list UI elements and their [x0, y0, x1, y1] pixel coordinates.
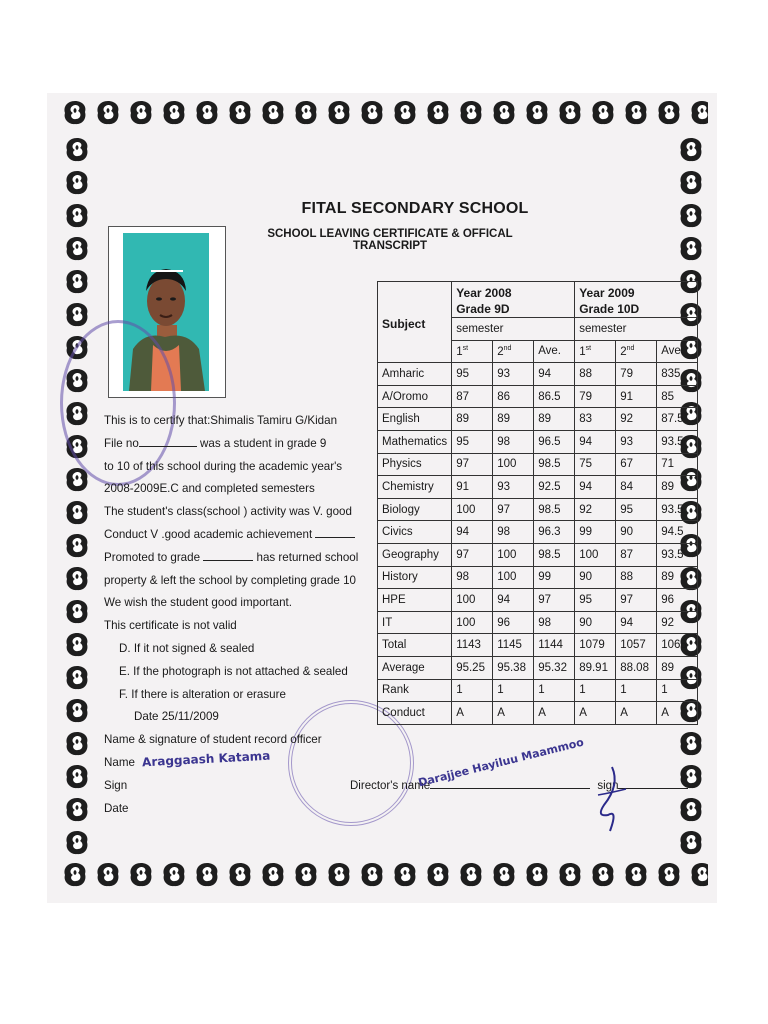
- rose-icon: [357, 98, 387, 128]
- rose-icon: [62, 201, 92, 231]
- grade-cell: 97: [493, 498, 534, 521]
- rose-icon: [159, 860, 189, 890]
- wish-line: We wish the student good important.: [104, 596, 292, 610]
- grade-cell: 98.5: [534, 543, 575, 566]
- grade-cell: 98.5: [534, 498, 575, 521]
- rose-icon: [676, 795, 706, 825]
- subject-cell: Total: [378, 634, 452, 657]
- grade-cell: 95.38: [493, 656, 534, 679]
- promoted-line: Promoted to grade has returned school: [104, 550, 359, 564]
- grade-cell: 96: [657, 589, 698, 612]
- grade-cell: 100: [452, 589, 493, 612]
- col-2nd-y1: 2nd: [493, 340, 534, 363]
- grade-cell: 100: [493, 543, 534, 566]
- subject-cell: Physics: [378, 453, 452, 476]
- grade-cell: 97: [534, 589, 575, 612]
- table-row: [378, 430, 698, 453]
- rose-icon: [62, 663, 92, 693]
- grade-cell: A: [452, 702, 493, 725]
- transcript-table: [377, 281, 698, 725]
- grade-cell: 86: [493, 385, 534, 408]
- rose-icon: [588, 860, 618, 890]
- rose-icon: [62, 597, 92, 627]
- grade-cell: 88: [616, 566, 657, 589]
- director-signature-line: [350, 780, 688, 792]
- grade-cell: 93: [616, 430, 657, 453]
- grade-cell: 94.5: [657, 521, 698, 544]
- rose-icon: [390, 860, 420, 890]
- rose-border-bottom: [60, 860, 708, 894]
- rose-icon: [62, 267, 92, 297]
- grade-cell: 75: [575, 453, 616, 476]
- grade-cell: 1068: [657, 634, 698, 657]
- grade-cell: 84: [616, 476, 657, 499]
- grade-cell: 1: [616, 679, 657, 702]
- rose-icon: [62, 630, 92, 660]
- grade-cell: 835: [657, 363, 698, 386]
- officer-date-line: Date: [104, 801, 129, 815]
- rose-icon: [390, 98, 420, 128]
- grade-cell: 89: [452, 408, 493, 431]
- grade-cell: 94: [616, 611, 657, 634]
- rose-icon: [192, 860, 222, 890]
- rose-icon: [258, 860, 288, 890]
- rose-icon: [621, 860, 651, 890]
- subject-cell: English: [378, 408, 452, 431]
- rose-icon: [522, 98, 552, 128]
- rose-icon: [456, 860, 486, 890]
- grade-cell: 98: [493, 430, 534, 453]
- table-row: [378, 476, 698, 499]
- rose-icon: [62, 564, 92, 594]
- subject-cell: Biology: [378, 498, 452, 521]
- grade-cell: 89: [493, 408, 534, 431]
- grade-cell: 1144: [534, 634, 575, 657]
- rose-icon: [291, 860, 321, 890]
- grade-cell: 97: [616, 589, 657, 612]
- col-1st-y1: 1st: [452, 340, 493, 363]
- grade-cell: 100: [575, 543, 616, 566]
- table-row: [378, 408, 698, 431]
- academic-year-line: 2008-2009E.C and completed semesters: [104, 482, 315, 496]
- rose-icon: [62, 828, 92, 855]
- rose-icon: [192, 98, 222, 128]
- grade-cell: 96.3: [534, 521, 575, 544]
- rose-icon: [423, 98, 453, 128]
- grade-cell: 92: [575, 498, 616, 521]
- record-officer-label: Name & signature of student record officer: [104, 733, 322, 747]
- grade-cell: A: [657, 702, 698, 725]
- grade-cell: 94: [452, 521, 493, 544]
- grade-cell: 95: [616, 498, 657, 521]
- rose-icon: [126, 98, 156, 128]
- grade-cell: 91: [616, 385, 657, 408]
- director-name-label: Director's name: [350, 780, 431, 792]
- rose-icon: [159, 98, 189, 128]
- subject-cell: Civics: [378, 521, 452, 544]
- table-header-row: [378, 282, 698, 318]
- table-row: [378, 363, 698, 386]
- grade-cell: 1057: [616, 634, 657, 657]
- grade-cell: 98: [534, 611, 575, 634]
- grade-cell: 90: [575, 611, 616, 634]
- rose-icon: [126, 860, 156, 890]
- grade-cell: 87.5: [657, 408, 698, 431]
- grade-cell: 93: [493, 476, 534, 499]
- grade-cell: 79: [575, 385, 616, 408]
- rose-icon: [62, 795, 92, 825]
- director-name-stamp: Darajjee Hayiluu Maammoo: [416, 735, 586, 790]
- table-row: [378, 702, 698, 725]
- property-line: property & left the school by completing grade 10: [104, 573, 356, 587]
- grade-cell: 93.5: [657, 430, 698, 453]
- grade-cell: 92.5: [534, 476, 575, 499]
- officer-sign-line: Sign: [104, 778, 128, 792]
- rose-icon: [654, 98, 684, 128]
- conduct-line: Conduct V .good academic achievement: [104, 524, 354, 547]
- grade-cell: 89: [657, 656, 698, 679]
- grade-cell: 90: [575, 566, 616, 589]
- subject-cell: Rank: [378, 679, 452, 702]
- document-title: SCHOOL LEAVING CERTIFICATE & OFFICAL TRANSCRIPT: [267, 228, 513, 252]
- grade-cell: 93.5: [657, 498, 698, 521]
- director-signature-icon: [590, 765, 630, 835]
- grade-cell: 100: [493, 566, 534, 589]
- year2-header: Year 2009 Grade 10D: [575, 282, 698, 318]
- grade-cell: 96.5: [534, 430, 575, 453]
- rose-icon: [225, 98, 255, 128]
- semester-label-2: semester: [575, 318, 698, 341]
- grade-cell: 87: [452, 385, 493, 408]
- grade-cell: 99: [575, 521, 616, 544]
- subject-cell: IT: [378, 611, 452, 634]
- grade-cell: 94: [575, 476, 616, 499]
- officer-name-signature: Araggaash Katama: [141, 748, 271, 770]
- grade-cell: 93.5: [657, 543, 698, 566]
- subject-cell: Chemistry: [378, 476, 452, 499]
- grade-cell: 71: [657, 453, 698, 476]
- table-row: [378, 679, 698, 702]
- grade-cell: 95: [575, 589, 616, 612]
- grade-cell: 1: [534, 679, 575, 702]
- file-no-line: File no was a student in grade 9: [104, 436, 327, 450]
- grade-cell: 1: [657, 679, 698, 702]
- table-row: [378, 453, 698, 476]
- grade-cell: 95: [452, 430, 493, 453]
- rose-icon: [676, 168, 706, 198]
- grade-cell: A: [575, 702, 616, 725]
- rose-icon: [225, 860, 255, 890]
- grade-cell: 88: [575, 363, 616, 386]
- rose-icon: [555, 98, 585, 128]
- grade-cell: 1143: [452, 634, 493, 657]
- grade-cell: 83: [575, 408, 616, 431]
- subject-cell: Mathematics: [378, 430, 452, 453]
- rose-icon: [62, 498, 92, 528]
- rose-icon: [93, 98, 123, 128]
- subject-cell: Geography: [378, 543, 452, 566]
- grade-cell: 1: [452, 679, 493, 702]
- grade-cell: 89: [657, 476, 698, 499]
- table-row: [378, 498, 698, 521]
- rose-icon: [258, 98, 288, 128]
- condition-alteration: F. If there is alteration or erasure: [119, 687, 286, 701]
- rose-icon: [522, 860, 552, 890]
- certify-line: This is to certify that:Shimalis Tamiru G/Kidan: [104, 414, 338, 427]
- school-name: FITAL SECONDARY SCHOOL: [301, 200, 529, 217]
- issue-date: Date 25/11/2009: [134, 710, 219, 724]
- grade-cell: 93: [493, 363, 534, 386]
- table-row: [378, 611, 698, 634]
- condition-photo: E. If the photograph is not attached & sealed: [119, 664, 348, 678]
- rose-icon: [62, 234, 92, 264]
- rose-icon: [62, 729, 92, 759]
- subject-header: Subject: [378, 282, 452, 363]
- grade-cell: 97: [452, 453, 493, 476]
- grade-cell: 1079: [575, 634, 616, 657]
- rose-icon: [324, 860, 354, 890]
- grade-cell: 98: [452, 566, 493, 589]
- grade-cell: 67: [616, 453, 657, 476]
- rose-icon: [489, 98, 519, 128]
- col-ave-y2: Ave.: [657, 340, 698, 363]
- grade-cell: 96: [493, 611, 534, 634]
- rose-icon: [676, 234, 706, 264]
- grade-cell: 98: [493, 521, 534, 544]
- rose-icon: [62, 168, 92, 198]
- rose-border-left: [62, 135, 96, 855]
- grade-cell: 100: [452, 498, 493, 521]
- grade-cell: 99: [534, 566, 575, 589]
- rose-icon: [93, 860, 123, 890]
- grade-cell: A: [534, 702, 575, 725]
- grade-cell: 89: [534, 408, 575, 431]
- rose-icon: [654, 860, 684, 890]
- rose-border-top: [60, 98, 708, 132]
- col-2nd-y2: 2nd: [616, 340, 657, 363]
- table-row: [378, 589, 698, 612]
- grade-cell: A: [493, 702, 534, 725]
- grade-cell: 94: [534, 363, 575, 386]
- grade-cell: 86.5: [534, 385, 575, 408]
- validity-line: This certificate is not valid: [104, 619, 237, 633]
- table-row: [378, 521, 698, 544]
- rose-icon: [687, 98, 708, 128]
- table-row: [378, 385, 698, 408]
- officer-name-line: Name: [104, 755, 135, 769]
- rose-icon: [60, 98, 90, 128]
- rose-icon: [62, 300, 92, 330]
- rose-icon: [621, 98, 651, 128]
- rose-icon: [60, 860, 90, 890]
- grade-cell: 92: [616, 408, 657, 431]
- condition-signed: D. If it not signed & sealed: [119, 641, 255, 655]
- subject-cell: Conduct: [378, 702, 452, 725]
- subject-cell: A/Oromo: [378, 385, 452, 408]
- grade-cell: 100: [452, 611, 493, 634]
- activity-line: The student's class(school ) activity was V. good: [104, 505, 352, 519]
- subject-cell: HPE: [378, 589, 452, 612]
- grade-cell: 91: [452, 476, 493, 499]
- rose-icon: [676, 135, 706, 165]
- rose-icon: [676, 729, 706, 759]
- subject-cell: Average: [378, 656, 452, 679]
- rose-icon: [62, 762, 92, 792]
- grade-cell: 92: [657, 611, 698, 634]
- rose-icon: [423, 860, 453, 890]
- col-ave-y1: Ave.: [534, 340, 575, 363]
- grade-cell: 85: [657, 385, 698, 408]
- grade-cell: 90: [616, 521, 657, 544]
- rose-icon: [676, 828, 706, 855]
- grade-cell: 1: [493, 679, 534, 702]
- grade-cell: A: [616, 702, 657, 725]
- rose-icon: [62, 135, 92, 165]
- grade-cell: 97: [452, 543, 493, 566]
- grade-cell: 88.08: [616, 656, 657, 679]
- col-1st-y2: 1st: [575, 340, 616, 363]
- grade-cell: 95: [452, 363, 493, 386]
- director-sign-label: sign: [597, 780, 619, 792]
- semester-label-1: semester: [452, 318, 575, 341]
- grade-cell: 100: [493, 453, 534, 476]
- subject-cell: History: [378, 566, 452, 589]
- table-row: [378, 634, 698, 657]
- rose-icon: [555, 860, 585, 890]
- grade-cell: 98.5: [534, 453, 575, 476]
- rose-icon: [676, 201, 706, 231]
- table-row: [378, 543, 698, 566]
- grade-cell: 89.91: [575, 656, 616, 679]
- grade-cell: 79: [616, 363, 657, 386]
- grade-cell: 89: [657, 566, 698, 589]
- grade-cell: 95.32: [534, 656, 575, 679]
- grade-cell: 94: [493, 589, 534, 612]
- grade-cell: 94: [575, 430, 616, 453]
- rose-icon: [489, 860, 519, 890]
- subject-cell: Amharic: [378, 363, 452, 386]
- grade-cell: 1145: [493, 634, 534, 657]
- rose-icon: [62, 531, 92, 561]
- rose-icon: [357, 860, 387, 890]
- rose-icon: [456, 98, 486, 128]
- rose-icon: [324, 98, 354, 128]
- rose-icon: [687, 860, 708, 890]
- grade-range-line: to 10 of this school during the academic year's: [104, 459, 343, 473]
- table-row: [378, 656, 698, 679]
- grade-cell: 95.25: [452, 656, 493, 679]
- rose-icon: [588, 98, 618, 128]
- grade-cell: 1: [575, 679, 616, 702]
- grade-cell: 87: [616, 543, 657, 566]
- table-row: [378, 566, 698, 589]
- year1-header: Year 2008 Grade 9D: [452, 282, 575, 318]
- rose-icon: [62, 696, 92, 726]
- rose-icon: [291, 98, 321, 128]
